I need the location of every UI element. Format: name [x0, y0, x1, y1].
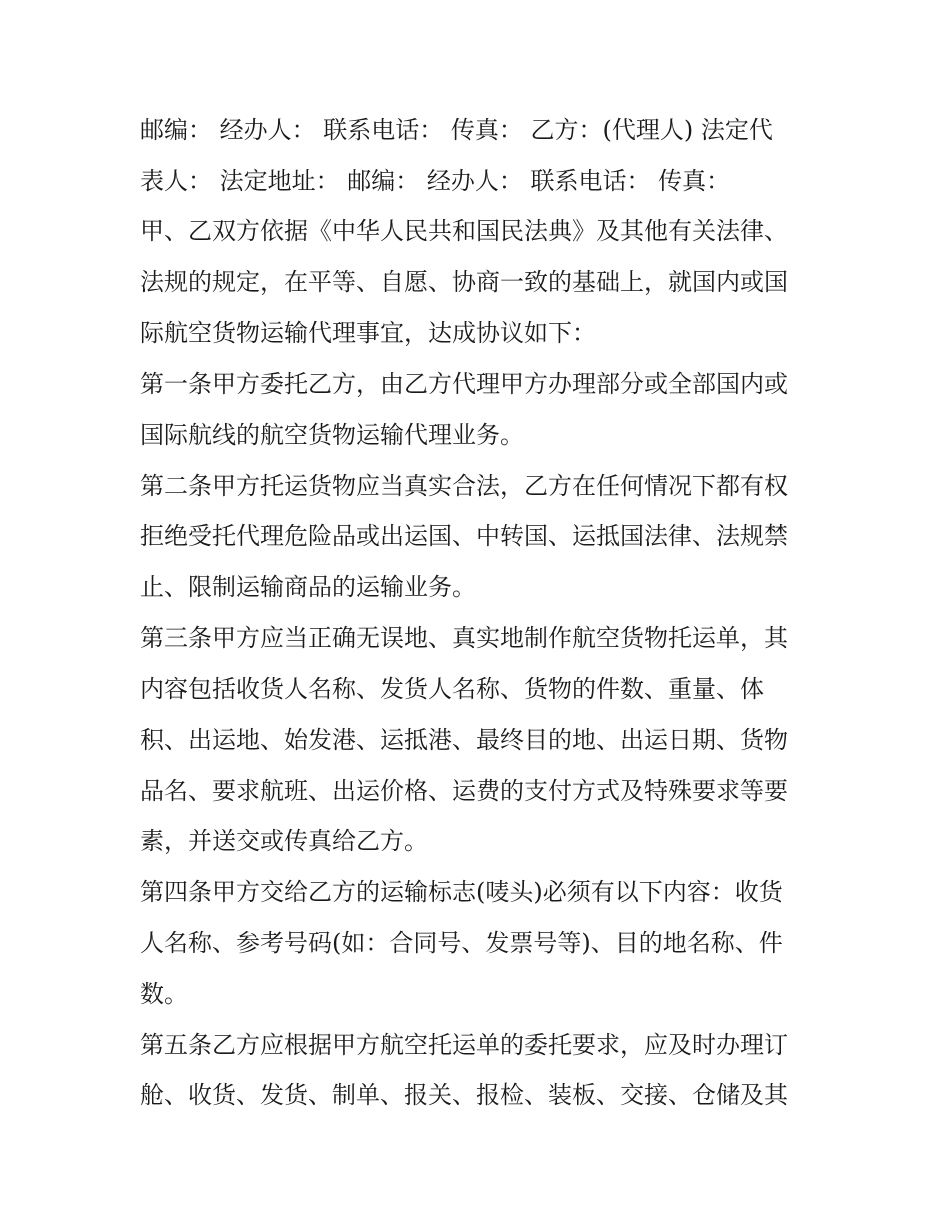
text-line: 法规的规定，在平等、自愿、协商一致的基础上，就国内或国: [140, 268, 788, 296]
text-line: 数。: [140, 980, 188, 1008]
text-line: 邮编： 经办人： 联系电话： 传真： 乙方：(代理人) 法定代: [140, 116, 773, 144]
text-line: 第三条甲方应当正确无误地、真实地制作航空货物托运单，其: [140, 624, 788, 652]
text-line: 第二条甲方托运货物应当真实合法，乙方在任何情况下都有权: [140, 472, 788, 500]
text-line: 拒绝受托代理危险品或出运国、中转国、运抵国法律、法规禁: [140, 522, 788, 550]
text-line: 甲、乙双方依据《中华人民共和国民法典》及其他有关法律、: [140, 217, 788, 245]
text-line: 表人： 法定地址： 邮编： 经办人： 联系电话： 传真：: [140, 167, 731, 195]
text-line: 积、出运地、始发港、运抵港、最终目的地、出运日期、货物: [140, 726, 788, 754]
text-line: 舱、收货、发货、制单、报关、报检、装板、交接、仓储及其: [140, 1081, 788, 1109]
text-line: 品名、要求航班、出运价格、运费的支付方式及特殊要求等要: [140, 777, 788, 805]
text-line: 国际航线的航空货物运输代理业务。: [140, 421, 524, 449]
text-line: 止、限制运输商品的运输业务。: [140, 573, 476, 601]
text-line: 第一条甲方委托乙方，由乙方代理甲方办理部分或全部国内或: [140, 370, 788, 398]
text-line: 内容包括收货人名称、发货人名称、货物的件数、重量、体: [140, 675, 764, 703]
text-line: 素，并送交或传真给乙方。: [140, 827, 428, 855]
text-line: 第四条甲方交给乙方的运输标志(唛头)必须有以下内容：收货: [140, 878, 783, 906]
text-line: 第五条乙方应根据甲方航空托运单的委托要求，应及时办理订: [140, 1031, 788, 1059]
text-line: 人名称、参考号码(如：合同号、发票号等)、目的地名称、件: [140, 929, 783, 957]
text-line: 际航空货物运输代理事宜，达成协议如下：: [140, 319, 596, 347]
